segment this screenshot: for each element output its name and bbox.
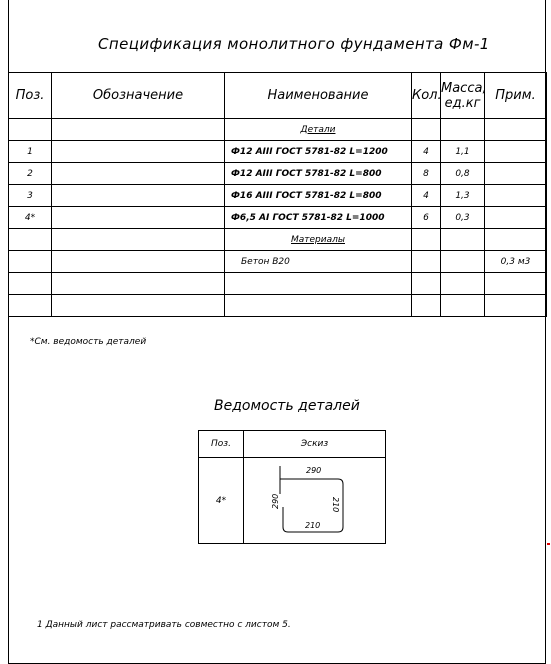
section-row-details xyxy=(9,119,547,141)
header-note: Прим. xyxy=(485,73,547,119)
vedomost-header-row xyxy=(199,431,386,458)
sheet-note: 1 Данный лист рассматривать совместно с листом 5. xyxy=(37,620,291,630)
row-pos: 1 xyxy=(9,141,52,163)
table-row xyxy=(9,207,547,229)
header-mass-line1: Масса, xyxy=(441,80,487,96)
row-mass: 0,8 xyxy=(441,163,485,185)
empty-row xyxy=(9,273,547,295)
header-name: Наименование xyxy=(225,73,412,119)
dim-left: 290 xyxy=(271,493,280,509)
header-designation: Обозначение xyxy=(52,73,225,119)
row-mass: 1,1 xyxy=(441,141,485,163)
row-qty: 6 xyxy=(412,207,441,229)
section-materials-cell xyxy=(225,229,412,251)
row-note xyxy=(485,185,547,207)
header-pos: Поз. xyxy=(9,73,52,119)
row-note xyxy=(485,141,547,163)
spec-header-row xyxy=(9,73,547,119)
row-mass: 0,3 xyxy=(441,207,485,229)
row-name: Ф6,5 AI ГОСТ 5781-82 L=1000 xyxy=(225,207,412,229)
row-note xyxy=(485,207,547,229)
row-pos: 4* xyxy=(9,207,52,229)
table-row xyxy=(9,251,547,273)
row-designation xyxy=(52,163,225,185)
table-row xyxy=(9,141,547,163)
spec-title: Спецификация монолитного фундамента Фм-1 xyxy=(98,35,490,53)
dim-top: 290 xyxy=(306,466,322,475)
table-row xyxy=(9,185,547,207)
vedomost-header-pos: Поз. xyxy=(199,431,244,458)
row-pos: 3 xyxy=(9,185,52,207)
section-materials-label: Материалы xyxy=(291,234,345,245)
row-qty: 4 xyxy=(412,185,441,207)
dim-bottom: 210 xyxy=(305,521,321,530)
table-row xyxy=(9,163,547,185)
row-mass: 1,3 xyxy=(441,185,485,207)
section-row-materials xyxy=(9,229,547,251)
row-note xyxy=(485,163,547,185)
dim-right: 210 xyxy=(331,497,340,513)
specification-table xyxy=(8,72,547,317)
header-qty: Кол. xyxy=(412,73,441,119)
header-mass-line2: ед.кг xyxy=(444,95,481,111)
section-details-label: Детали xyxy=(300,124,336,135)
material-name: Бетон B20 xyxy=(225,251,412,273)
rebar-sketch xyxy=(243,457,385,543)
row-designation xyxy=(52,141,225,163)
row-designation xyxy=(52,207,225,229)
vedomost-title: Ведомость деталей xyxy=(214,398,360,414)
row-qty: 4 xyxy=(412,141,441,163)
material-note: 0,3 м3 xyxy=(485,251,547,273)
section-details-cell xyxy=(225,119,412,141)
row-name: Ф16 AIII ГОСТ 5781-82 L=800 xyxy=(225,185,412,207)
row-pos: 2 xyxy=(9,163,52,185)
row-name: Ф12 AIII ГОСТ 5781-82 L=800 xyxy=(225,163,412,185)
footnote: *См. ведомость деталей xyxy=(30,337,147,347)
vedomost-header-sketch: Эскиз xyxy=(244,431,386,458)
red-mark xyxy=(547,543,550,545)
row-designation xyxy=(52,185,225,207)
header-mass xyxy=(441,73,485,119)
empty-row xyxy=(9,295,547,317)
vedomost-row-pos: 4* xyxy=(199,458,244,544)
row-qty: 8 xyxy=(412,163,441,185)
row-name: Ф12 AIII ГОСТ 5781-82 L=1200 xyxy=(225,141,412,163)
